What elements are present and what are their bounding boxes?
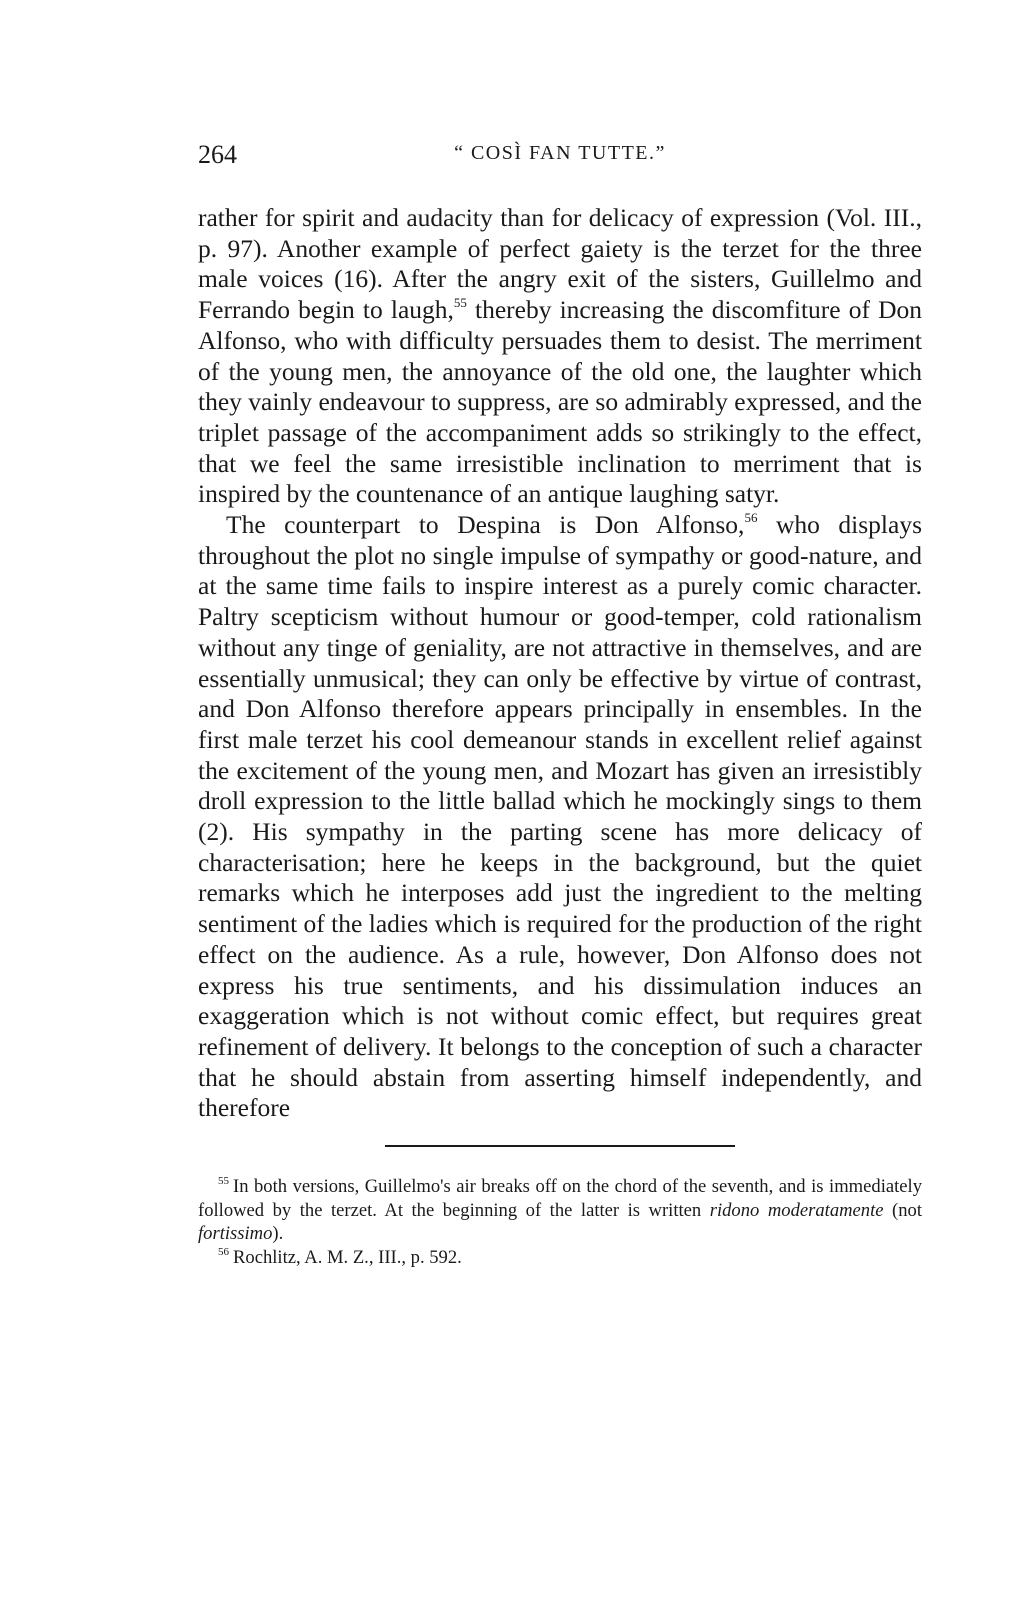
footnote-text: In both versions, Guillelmo's air breaks off on the chord of the seventh, and is immediately followed by the terzet. At the beginning of the latter is written [198, 1176, 922, 1221]
footnote-number: 55 [218, 1175, 229, 1188]
paragraph-1-text-a: rather for spirit and audacity than for delicacy of expression (Vol. III., p. 97). Another example of perfect gaiety is the terzet for the three male voices (16). After the angry exit of the sisters, Guillelmo and Ferrando begin to laugh, [198, 203, 922, 325]
running-title: “ COSÌ FAN TUTTE.” [454, 142, 666, 164]
body-text [198, 203, 922, 1124]
footnote-divider [385, 1145, 735, 1147]
footnote-ref-56: 56 [744, 510, 758, 526]
paragraph-2 [198, 510, 922, 1124]
paragraph-1 [198, 203, 922, 510]
footnote-text: ). [272, 1223, 284, 1245]
paragraph-2-text-b: who displays throughout the plot no single impulse of sympathy or good-nature, and at the same time fails to inspire interest as a purely comic character. Paltry scepticism without humour or good-temper, cold rationalism without any tinge of geniality, are not attractive in themselves, and are essentially unmusical; they can only be effective by virtue of contrast, and Don Alfonso therefore appears principally in ensembles. In the first male terzet his cool demeanour stands in excellent relief against the excitement of the young men, and Mozart has given an irresistibly droll expression to the little ballad which he mockingly sings to them (2). His sympathy in the parting scene has more delicacy of characterisation; here he keeps in the background, but the quiet remarks which he interposes add just the ingredient to the melting sentiment of the ladies which is required for the production of the right effect on the audience. As a rule, however, Don Alfonso does not express his true sentiments, and his dissimulation induces an exaggeration which is not without comic effect, but requires great refinement of delivery. It belongs to the conception of such a character that he should abstain from asserting himself independently, and therefore [198, 510, 923, 1123]
footnote-text: Rochlitz, A. M. Z., III., p. 592. [233, 1246, 462, 1268]
page-number: 264 [198, 140, 237, 169]
paragraph-1-text-b: thereby increasing the discomfiture of Don Alfonso, who with difficulty persuades them to desist. The merriment of the young men, the annoyance of the old one, the laughter which they vainly endeavour to suppress, are so admirably expressed, and the triplet passage of the accompaniment adds so strikingly to the effect, that we feel the same irresistible inclination to merriment that is inspired by the countenance of an antique laughing satyr. [198, 295, 922, 509]
footnote-italic-text: ridono moderatamente [709, 1199, 884, 1221]
footnote-56 [198, 1246, 922, 1270]
footnote-text: (not [883, 1199, 922, 1221]
paragraph-2-text-a: The counterpart to Despina is Don Alfonso, [226, 510, 745, 540]
footnote-55 [198, 1175, 922, 1246]
footnote-ref-55: 55 [453, 295, 467, 311]
running-head [198, 140, 922, 180]
footnote-number: 56 [218, 1245, 229, 1258]
book-page [198, 140, 922, 1269]
footnotes [198, 1175, 922, 1269]
footnote-italic-text: fortissimo [198, 1223, 273, 1245]
